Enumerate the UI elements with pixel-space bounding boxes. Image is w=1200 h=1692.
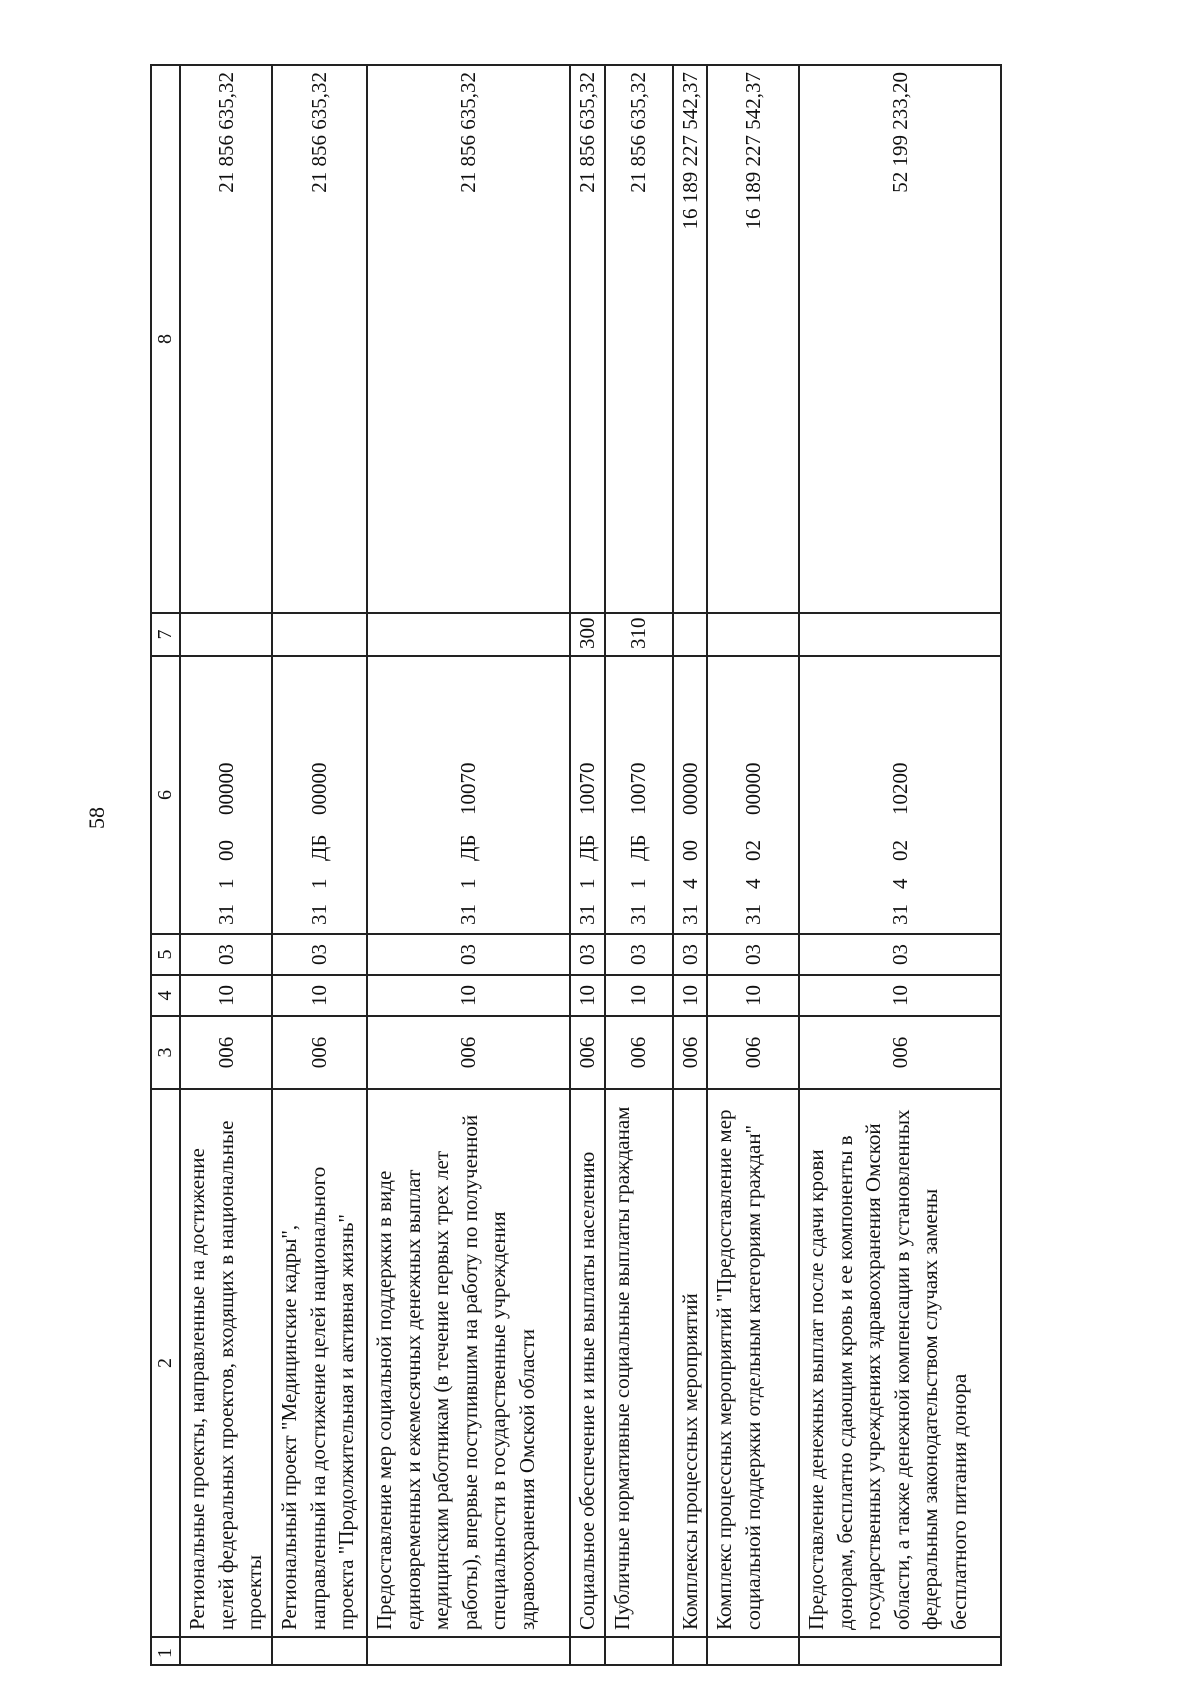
program-code: 31 (213, 904, 238, 925)
project-code: 00 (213, 840, 238, 861)
subsection-code: 03 (707, 934, 799, 975)
direction-code: 00000 (741, 762, 765, 815)
ministry-code: 006 (272, 1016, 367, 1089)
row-name: Социальное обеспечение и иные выплаты населению (570, 1089, 605, 1637)
subprogram-code: 4 (677, 878, 702, 889)
project-code: 02 (888, 840, 912, 861)
project-code: 02 (741, 840, 765, 861)
header-col-1: 1 (151, 1637, 180, 1665)
header-col-7: 7 (151, 613, 180, 656)
section-code: 10 (673, 975, 708, 1016)
section-code: 10 (272, 975, 367, 1016)
header-col-6: 6 (151, 656, 180, 934)
project-code: ДБ (307, 834, 332, 861)
table-row (272, 65, 367, 1665)
ministry-code: 006 (605, 1016, 673, 1089)
amount: 21 856 635,32 (180, 65, 272, 613)
row-number-cell (272, 1637, 367, 1665)
section-code: 10 (367, 975, 570, 1016)
row-number-cell (180, 1637, 272, 1665)
ministry-code: 006 (570, 1016, 605, 1089)
table-row (673, 65, 708, 1665)
row-name: Региональные проекты, направленные на достижение целей федеральных проектов, входящих в национальные проекты (180, 1089, 272, 1637)
table-row (570, 65, 605, 1665)
subprogram-code: 4 (888, 878, 912, 889)
expense-type-code: 310 (605, 613, 673, 656)
row-name: Публичные нормативные социальные выплаты гражданам (605, 1089, 673, 1637)
subsection-code: 03 (605, 934, 673, 975)
target-article-code (180, 656, 272, 934)
header-row (151, 65, 180, 1665)
subsection-code: 03 (673, 934, 708, 975)
subsection-code: 03 (570, 934, 605, 975)
program-code: 31 (307, 904, 332, 925)
row-number-cell (707, 1637, 799, 1665)
section-code: 10 (180, 975, 272, 1016)
subprogram-code: 1 (213, 878, 238, 889)
row-number-cell (605, 1637, 673, 1665)
program-code: 31 (888, 904, 912, 925)
header-col-2: 2 (151, 1089, 180, 1637)
row-number-cell (367, 1637, 570, 1665)
ministry-code: 006 (180, 1016, 272, 1089)
expense-type-code (673, 613, 708, 656)
section-code: 10 (799, 975, 1001, 1016)
table-row (707, 65, 799, 1665)
amount: 21 856 635,32 (367, 65, 570, 613)
expense-type-code: 300 (570, 613, 605, 656)
expense-type-code (367, 613, 570, 656)
subsection-code: 03 (180, 934, 272, 975)
budget-table (150, 64, 1002, 1666)
header-col-4: 4 (151, 975, 180, 1016)
section-code: 10 (570, 975, 605, 1016)
project-code: 00 (677, 840, 702, 861)
amount: 21 856 635,32 (605, 65, 673, 613)
subprogram-code: 1 (626, 878, 651, 889)
program-code: 31 (626, 904, 651, 925)
project-code: ДБ (626, 834, 651, 861)
header-col-5: 5 (151, 934, 180, 975)
amount: 21 856 635,32 (272, 65, 367, 613)
project-code: ДБ (456, 834, 481, 861)
target-article-code (605, 656, 673, 934)
row-name: Региональный проект "Медицинские кадры", направленный на достижение целей национального проекта "Продолжительная и активная жизнь" (272, 1089, 367, 1637)
table-row (799, 65, 1001, 1665)
table-row (180, 65, 272, 1665)
ministry-code: 006 (707, 1016, 799, 1089)
ministry-code: 006 (673, 1016, 708, 1089)
row-name: Предоставление мер социальной поддержки в виде единовременных и ежемесячных денежных выплат медицинским работникам (в течение первых трех лет работы), впервые поступившим на работу по полученной специальности в государственные учреждения здравоохранения Омской области (367, 1089, 570, 1637)
row-name: Предоставление денежных выплат после сдачи крови донорам, бесплатно сдающим кровь и ее компоненты в государственных учреждениях здравоохранения Омской области, а также денежной компенсации в установленных федеральным законодательством случаях замены бесплатного питания донора (799, 1089, 1001, 1637)
row-number-cell (799, 1637, 1001, 1665)
target-article-code (673, 656, 708, 934)
table-row (367, 65, 570, 1665)
direction-code: 10070 (626, 762, 651, 815)
target-article-code (799, 656, 1001, 934)
direction-code: 00000 (307, 762, 332, 815)
subsection-code: 03 (272, 934, 367, 975)
subprogram-code: 1 (307, 878, 332, 889)
expense-type-code (272, 613, 367, 656)
row-name: Комплекс процессных мероприятий "Предоставление мер социальной поддержки отдельным категориям граждан" (707, 1089, 799, 1637)
direction-code: 10200 (888, 762, 912, 815)
amount: 16 189 227 542,37 (707, 65, 799, 613)
program-code: 31 (677, 904, 702, 925)
direction-code: 00000 (213, 762, 238, 815)
target-article-code (570, 656, 605, 934)
ministry-code: 006 (799, 1016, 1001, 1089)
amount: 52 199 233,20 (799, 65, 1001, 613)
amount: 16 189 227 542,37 (673, 65, 708, 613)
subsection-code: 03 (799, 934, 1001, 975)
section-code: 10 (707, 975, 799, 1016)
subprogram-code: 1 (575, 878, 600, 889)
program-code: 31 (741, 904, 765, 925)
direction-code: 10070 (575, 762, 600, 815)
project-code: ДБ (575, 834, 600, 861)
direction-code: 00000 (677, 762, 702, 815)
target-article-code (707, 656, 799, 934)
target-article-code (272, 656, 367, 934)
section-code: 10 (605, 975, 673, 1016)
page-number: 58 (84, 807, 109, 829)
rotated-table-container (150, 66, 1080, 1666)
program-code: 31 (575, 904, 600, 925)
program-code: 31 (456, 904, 481, 925)
subprogram-code: 4 (741, 878, 765, 889)
row-name: Комплексы процессных мероприятий (673, 1089, 708, 1637)
amount: 21 856 635,32 (570, 65, 605, 613)
header-col-8: 8 (151, 65, 180, 613)
expense-type-code (180, 613, 272, 656)
table-row (605, 65, 673, 1665)
subprogram-code: 1 (456, 878, 481, 889)
header-col-3: 3 (151, 1016, 180, 1089)
ministry-code: 006 (367, 1016, 570, 1089)
row-number-cell (570, 1637, 605, 1665)
subsection-code: 03 (367, 934, 570, 975)
expense-type-code (799, 613, 1001, 656)
row-number-cell (673, 1637, 708, 1665)
expense-type-code (707, 613, 799, 656)
direction-code: 10070 (456, 762, 481, 815)
target-article-code (367, 656, 570, 934)
